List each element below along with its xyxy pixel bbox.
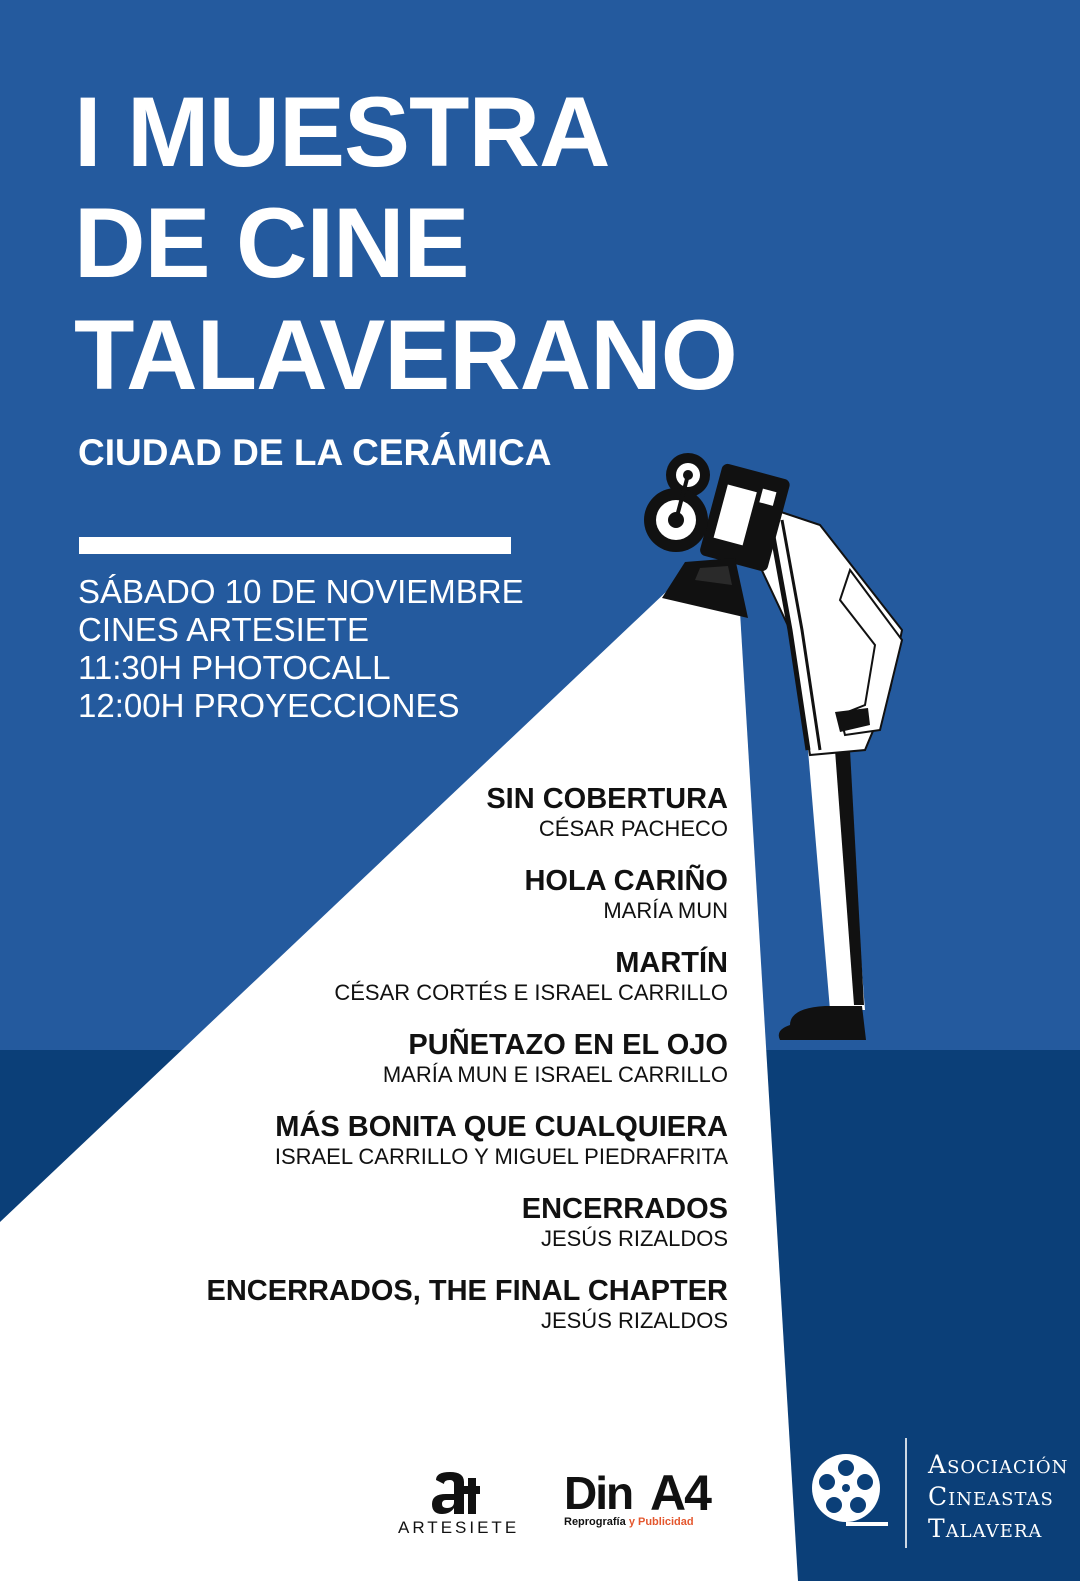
event-screenings: 12:00H PROYECCIONES (78, 687, 460, 724)
event-photocall: 11:30H PHOTOCALL (78, 649, 391, 686)
asociacion-line-3: TALAVERA (928, 1514, 1043, 1543)
logo-separator (905, 1438, 907, 1548)
film-title: MÁS BONITA QUE CUALQUIERA (275, 1111, 728, 1143)
title-line-1: I MUESTRA (74, 76, 610, 187)
film-item (207, 1275, 729, 1334)
asociacion-line-2: CINEASTAS (928, 1482, 1054, 1511)
film-author: JESÚS RIZALDOS (540, 1226, 728, 1251)
dina4-tagline-a: Reprografía (564, 1516, 626, 1528)
film-title: SIN COBERTURA (486, 783, 728, 815)
event-venue: CINES ARTESIETE (78, 611, 369, 648)
film-item (207, 1193, 729, 1252)
film-author: MARÍA MUN (603, 898, 728, 923)
artesiete-name: ARTESIETE (398, 1518, 520, 1537)
film-author: CÉSAR CORTÉS E ISRAEL CARRILLO (334, 980, 728, 1005)
film-author: CÉSAR PACHECO (538, 816, 728, 841)
title-line-3: TALAVERANO (74, 299, 737, 410)
dina4-tagline (564, 1516, 694, 1528)
artesiete-logo (398, 1468, 520, 1540)
film-reel-icon (810, 1450, 890, 1530)
asociacion-name (928, 1450, 1068, 1546)
film-author: ISRAEL CARRILLO Y MIGUEL PIEDRAFRITA (274, 1144, 728, 1169)
title-line-2: DE CINE (74, 187, 469, 298)
projector-man-illustration (640, 450, 920, 1050)
dina4-brand-a4: A4 (650, 1465, 710, 1521)
film-title: HOLA CARIÑO (524, 865, 728, 897)
subtitle: CIUDAD DE LA CERÁMICA (78, 432, 552, 473)
film-author: JESÚS RIZALDOS (540, 1308, 728, 1333)
event-date: SÁBADO 10 DE NOVIEMBRE (78, 573, 524, 610)
dina4-logo (562, 1465, 722, 1538)
film-item (207, 1111, 729, 1170)
film-title: MARTÍN (615, 947, 728, 979)
film-title: ENCERRADOS (521, 1193, 728, 1225)
film-title: PUÑETAZO EN EL OJO (408, 1029, 728, 1061)
asociacion-cineastas-logo (810, 1438, 1070, 1548)
artesiete-mark-icon (426, 1468, 486, 1518)
event-info (78, 573, 524, 725)
dina4-tagline-b: y Publicidad (628, 1516, 694, 1528)
asociacion-line-1: ASOCIACIÓN (928, 1450, 1069, 1479)
dina4-brand-din: Din (564, 1467, 633, 1519)
film-title: ENCERRADOS, THE FINAL CHAPTER (206, 1275, 728, 1307)
film-author: MARÍA MUN E ISRAEL CARRILLO (382, 1062, 728, 1087)
divider-bar (79, 537, 511, 554)
film-projector-icon (644, 453, 791, 618)
